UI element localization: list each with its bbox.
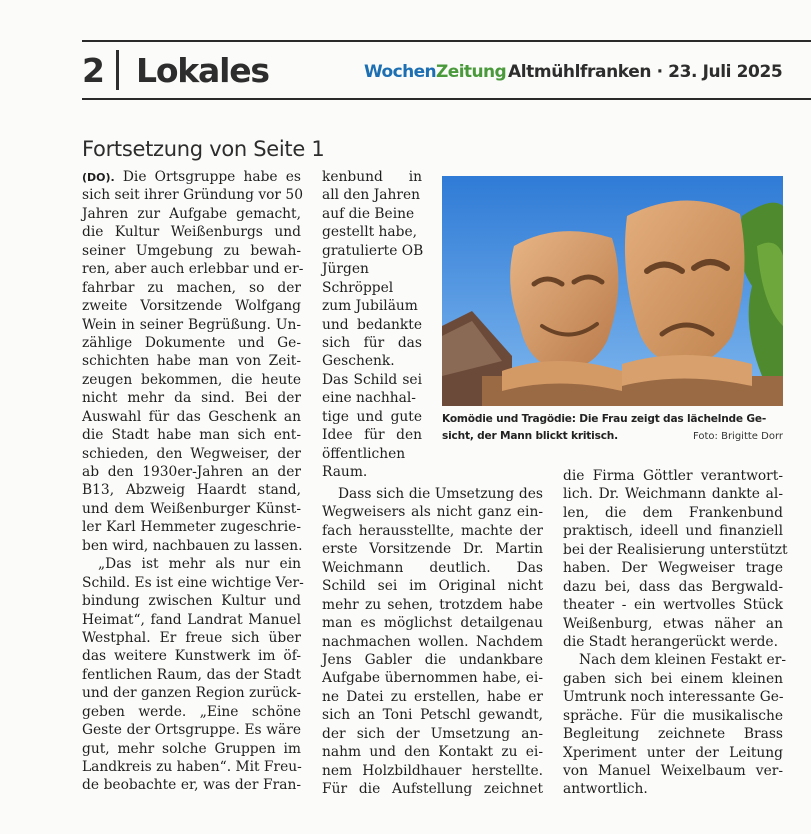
photo-caption-line: Komödie und Tragödie: Die Frau zeigt das lächelnde Ge-	[442, 413, 767, 425]
article-line: man es möglichst detailgenau	[322, 615, 543, 632]
article-line: und dem Weißenburger Künst-	[82, 500, 301, 517]
article-line: fentlichen Raum, das der Stadt	[82, 666, 301, 683]
article-line: praktisch, ideell und finanziell	[563, 523, 783, 540]
article-line: gratulierte OB	[322, 242, 424, 259]
article-line: und bedankte	[322, 316, 422, 333]
article-line: ben wird, nachbauen zu lassen.	[82, 537, 303, 554]
article-line: nicht mehr da sind. Bei der	[82, 390, 301, 407]
article-line: Raum.	[322, 464, 368, 480]
article-line: nem Holzbildhauer herstellte.	[322, 762, 543, 779]
article-line: schichten habe man von Zeit-	[82, 353, 301, 370]
article-line: all den Jahren	[322, 187, 420, 204]
article-line: Aufgabe übernommen habe, ei-	[322, 670, 543, 687]
header-bottom-rule	[82, 98, 811, 100]
article-line: ab den 1930er-Jahren an der	[82, 464, 301, 480]
article-line: die Stadt herangerückt werde.	[563, 633, 778, 650]
article-line: Westphal. Er freue sich über	[82, 629, 301, 646]
article-line: Idee für den	[322, 427, 422, 444]
article-line: tige und gute	[322, 408, 422, 425]
article-line: zeugen bekommen, die heute	[82, 371, 301, 388]
article-line: Für die Aufstellung zeichnet	[322, 781, 543, 797]
article-line: geben werde. „Eine schöne	[82, 703, 301, 720]
article-line: Umtrunk noch interessante Ge-	[563, 689, 784, 706]
photo-caption-line: sicht, der Mann blickt kritisch.	[442, 430, 618, 442]
article-line: mehr zu sehen, trotzdem habe	[322, 596, 543, 613]
article-line: lich. Dr. Weichmann dankte al-	[563, 486, 783, 503]
article-line: Landkreis zu haben“. Mit Freu-	[82, 759, 302, 775]
brand-logo-part1: Wochen	[364, 62, 437, 82]
article-line: erste Vorsitzende Dr. Martin	[322, 541, 543, 558]
article-line: Schild. Es ist eine wichtige Ver-	[82, 574, 304, 591]
article-line: Begleitung zeichnete Brass	[563, 726, 783, 743]
article-line: zum Jubiläum	[322, 298, 418, 315]
article-line: Auswahl für das Geschenk an	[82, 408, 301, 425]
page-number: 2	[82, 51, 105, 90]
article-line: fahrbar zu machen, so der	[82, 279, 301, 296]
article-line: die Stadt habe man sich ent-	[82, 427, 301, 444]
article-line: fach herausstellte, machte der	[322, 522, 543, 539]
article-photo	[442, 176, 783, 406]
photo-credit: Foto: Brigitte Dorr	[692, 431, 783, 442]
article-column-2-top	[322, 168, 422, 481]
article-line: Weißenburg, etwas näher an	[563, 615, 783, 632]
article-line: bindung zwischen Kultur und	[82, 593, 301, 610]
article-line: Jürgen	[322, 261, 369, 278]
article-line: und der ganzen Region zurück-	[82, 685, 302, 702]
brand-logo-part2: Zeitung	[436, 62, 507, 82]
article-line: ler Karl Hemmeter zugeschrie-	[82, 519, 301, 536]
article-line: kenbund in	[322, 169, 422, 185]
article-line: gestellt habe,	[322, 224, 418, 241]
article-line: die Kultur Weißenburgs und	[82, 224, 301, 241]
article-column-3	[563, 467, 788, 799]
article-line: Heimat“, fand Landrat Manuel	[82, 611, 301, 628]
article-line: von Manuel Weixelbaum ver-	[563, 763, 783, 779]
article-line: dazu bei, dass das Bergwald-	[563, 578, 783, 595]
article-line: Weichmann deutlich. Das	[322, 559, 543, 576]
article-line: haben. Der Wegweiser trage	[563, 560, 783, 577]
article-line: seiner Umgebung zu bewah-	[82, 242, 301, 259]
article-line: sich für das	[322, 334, 422, 351]
article-line: len, die dem Frankenbund	[563, 504, 783, 521]
section-title: Lokales	[136, 51, 269, 90]
article-line: Jens Gabler die undankbare	[322, 651, 543, 668]
article-line: theater - ein wertvolles Stück	[563, 597, 783, 614]
article-line: die Firma Göttler verantwort-	[563, 468, 783, 484]
article-line: gaben sich bei einem kleinen	[563, 670, 783, 687]
article-headline: Fortsetzung von Seite 1	[82, 137, 325, 161]
article-line: auf die Beine	[322, 205, 415, 222]
article-line: eine nachhal-	[322, 390, 416, 407]
article-line: Nach dem kleinen Festakt er-	[579, 652, 786, 669]
header-separator	[116, 50, 119, 90]
article-line: Schild sei im Original nicht	[322, 578, 543, 595]
article-line: Wein in seiner Begrüßung. Un-	[82, 316, 301, 333]
edition-date: Altmühlfranken · 23. Juli 2025	[508, 62, 783, 82]
article-line: das weitere Kunstwerk im öf-	[82, 648, 301, 665]
article-line: Dass sich die Umsetzung des	[338, 486, 543, 502]
article-line: Das Schild sei	[322, 371, 422, 388]
article-line: ren, aber auch erlebbar und er-	[82, 261, 304, 278]
article-line: zweite Vorsitzende Wolfgang	[82, 298, 301, 315]
article-line: nachmachen wollen. Nachdem	[322, 633, 543, 650]
article-line: sich seit ihrer Gründung vor 50	[82, 187, 303, 204]
article-line: Schröppel	[322, 279, 394, 296]
article-line: ne Datei zu erstellen, habe er	[322, 688, 543, 705]
article-line: Jahren zur Aufgabe gemacht,	[82, 205, 301, 222]
article-line: B13, Abzweig Haardt stand,	[82, 482, 301, 499]
article-line: der sich der Umsetzung an-	[322, 725, 543, 742]
masks-illustration	[442, 176, 783, 406]
article-line: de beobachte er, was der Fran-	[82, 777, 301, 794]
brand-logo	[364, 61, 506, 83]
article-line: sich an Toni Petschl gewandt,	[322, 707, 543, 724]
article-column-1	[82, 168, 304, 795]
header-top-rule	[82, 40, 811, 42]
article-line: schieden, den Wegweiser, der	[82, 445, 301, 462]
article-line: Geschenk.	[322, 353, 395, 370]
article-line: spräche. Für die musikalische	[563, 707, 783, 724]
article-line: gut, mehr solche Gruppen im	[82, 740, 301, 757]
article-line: Wegweisers als nicht ganz ein-	[322, 504, 543, 521]
article-line: Xperiment unter der Leitung	[563, 744, 783, 761]
article-line: zählige Dokumente und Ge-	[82, 334, 301, 351]
article-line: bei der Realisierung unterstützt	[563, 541, 788, 558]
article-line: (DO). Die Ortsgruppe habe es	[82, 169, 301, 185]
article-line: Geste der Ortsgruppe. Es wäre	[82, 722, 301, 739]
article-line: antwortlich.	[563, 781, 648, 798]
article-line: nahm und den Kontakt zu ei-	[322, 744, 543, 761]
article-kicker: (DO).	[82, 171, 115, 184]
article-column-2-bottom	[322, 485, 543, 798]
article-line: „Das ist mehr als nur ein	[98, 556, 301, 573]
article-line: öffentlichen	[322, 445, 406, 462]
